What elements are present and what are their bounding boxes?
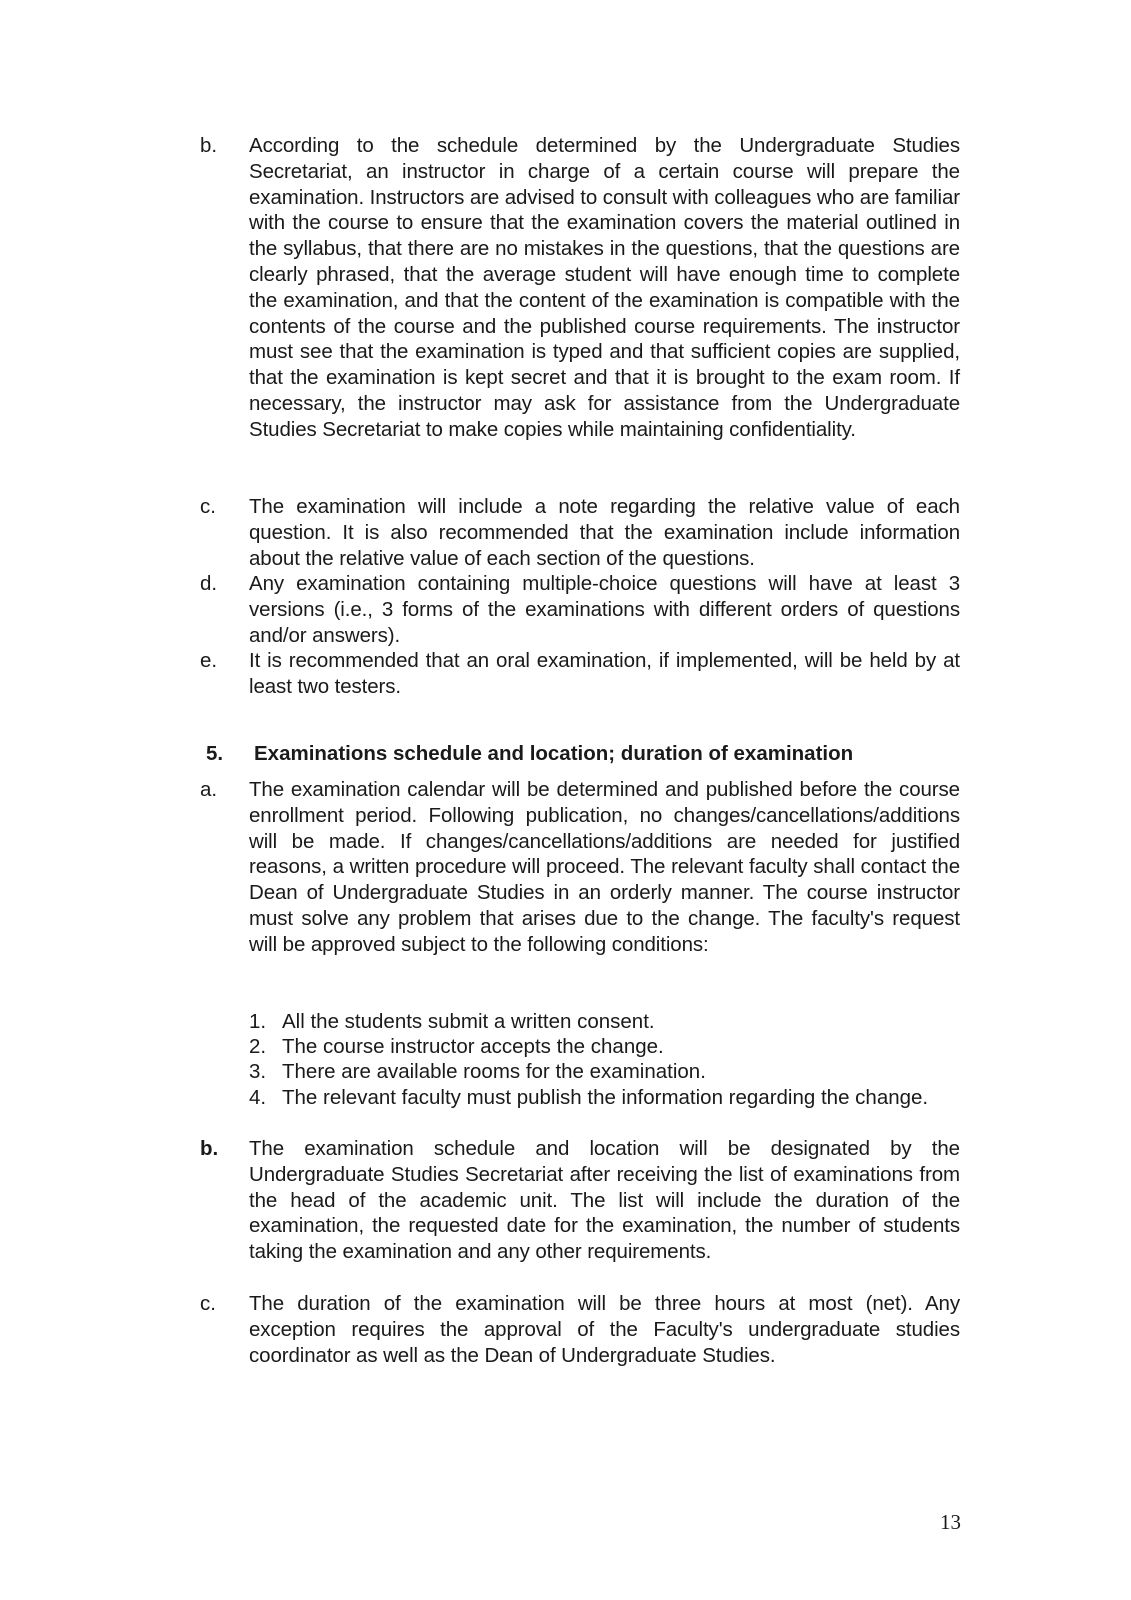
- list-item-text: The examination will include a note regarding the relative value of each question. It is also recommended that the examination include information about the relative value of each section of the questions.: [249, 495, 960, 570]
- list-marker: b.: [200, 1137, 219, 1160]
- list-item-text: It is recommended that an oral examination, if implemented, will be held by at least two testers.: [249, 649, 960, 698]
- list-item-text: According to the schedule determined by the Undergraduate Studies Secretariat, an instructor in charge of a certain course will prepare the examination. Instructors are advised to consult with colleagues who are familiar with the course to ensure that the examination covers the material outlined in the syllabus, that there are no mistakes in the questions, that the questions are clearly phrased, that the average student will have enough time to complete the examination, and that the content of the examination is compatible with the contents of the course and the published course requirements. The instructor must see that the examination is typed and that sufficient copies are supplied, that the examination is kept secret and that it is brought to the exam room. If necessary, the instructor may ask for assistance from the Undergraduate Studies Secretariat to make copies while maintaining confidentiality.: [249, 134, 960, 441]
- condition-number: 4.: [249, 1086, 267, 1109]
- condition-item-4: [249, 1085, 960, 1111]
- condition-number: 2.: [249, 1035, 267, 1058]
- condition-number: 1.: [249, 1010, 267, 1033]
- condition-text: The relevant faculty must publish the information regarding the change.: [282, 1086, 929, 1109]
- list-item-text: The duration of the examination will be three hours at most (net). Any exception requires the approval of the Faculty's undergraduate studies coordinator as well as the Dean of Undergraduate Studies.: [249, 1292, 960, 1367]
- page-number: 13: [940, 1510, 961, 1534]
- section-number: 5.: [206, 742, 224, 765]
- list-marker: d.: [200, 572, 218, 595]
- condition-text: There are available rooms for the examination.: [282, 1060, 706, 1083]
- list-marker: e.: [200, 649, 218, 672]
- condition-number: 3.: [249, 1060, 267, 1083]
- condition-item-3: [249, 1059, 960, 1085]
- list-marker: c.: [200, 1292, 216, 1315]
- condition-item-2: [249, 1034, 960, 1060]
- list-item-text: The examination calendar will be determined and published before the course enrollment period. Following publication, no changes/cancellations/additions will be made. If changes/cancellations/additions are needed for justified reasons, a written procedure will proceed. The relevant faculty shall contact the Dean of Undergraduate Studies in an orderly manner. The course instructor must solve any problem that arises due to the change. The faculty's request will be approved subject to the following conditions:: [249, 778, 960, 956]
- list-item-c: [200, 494, 960, 571]
- list-marker: a.: [200, 778, 218, 801]
- list-marker: b.: [200, 134, 218, 157]
- list-item-e: [200, 648, 960, 700]
- section-item-a: [200, 777, 960, 958]
- section-title: Examinations schedule and location; duration of examination: [254, 742, 854, 765]
- list-item-text: Any examination containing multiple-choice questions will have at least 3 versions (i.e., 3 forms of the examinations with different orders of questions and/or answers).: [249, 572, 960, 647]
- section-item-b: [200, 1136, 960, 1265]
- list-item-b: [200, 133, 960, 443]
- list-item-text: The examination schedule and location will be designated by the Undergraduate Studies Secretariat after receiving the list of examinations from the head of the academic unit. The list will include the duration of the examination, the requested date for the examination, the number of students taking the examination and any other requirements.: [249, 1137, 960, 1264]
- section-item-c: [200, 1291, 960, 1368]
- list-marker: c.: [200, 495, 216, 518]
- condition-text: All the students submit a written consent.: [282, 1010, 655, 1033]
- condition-item-1: [249, 1009, 960, 1035]
- condition-text: The course instructor accepts the change.: [282, 1035, 664, 1058]
- list-item-d: [200, 571, 960, 648]
